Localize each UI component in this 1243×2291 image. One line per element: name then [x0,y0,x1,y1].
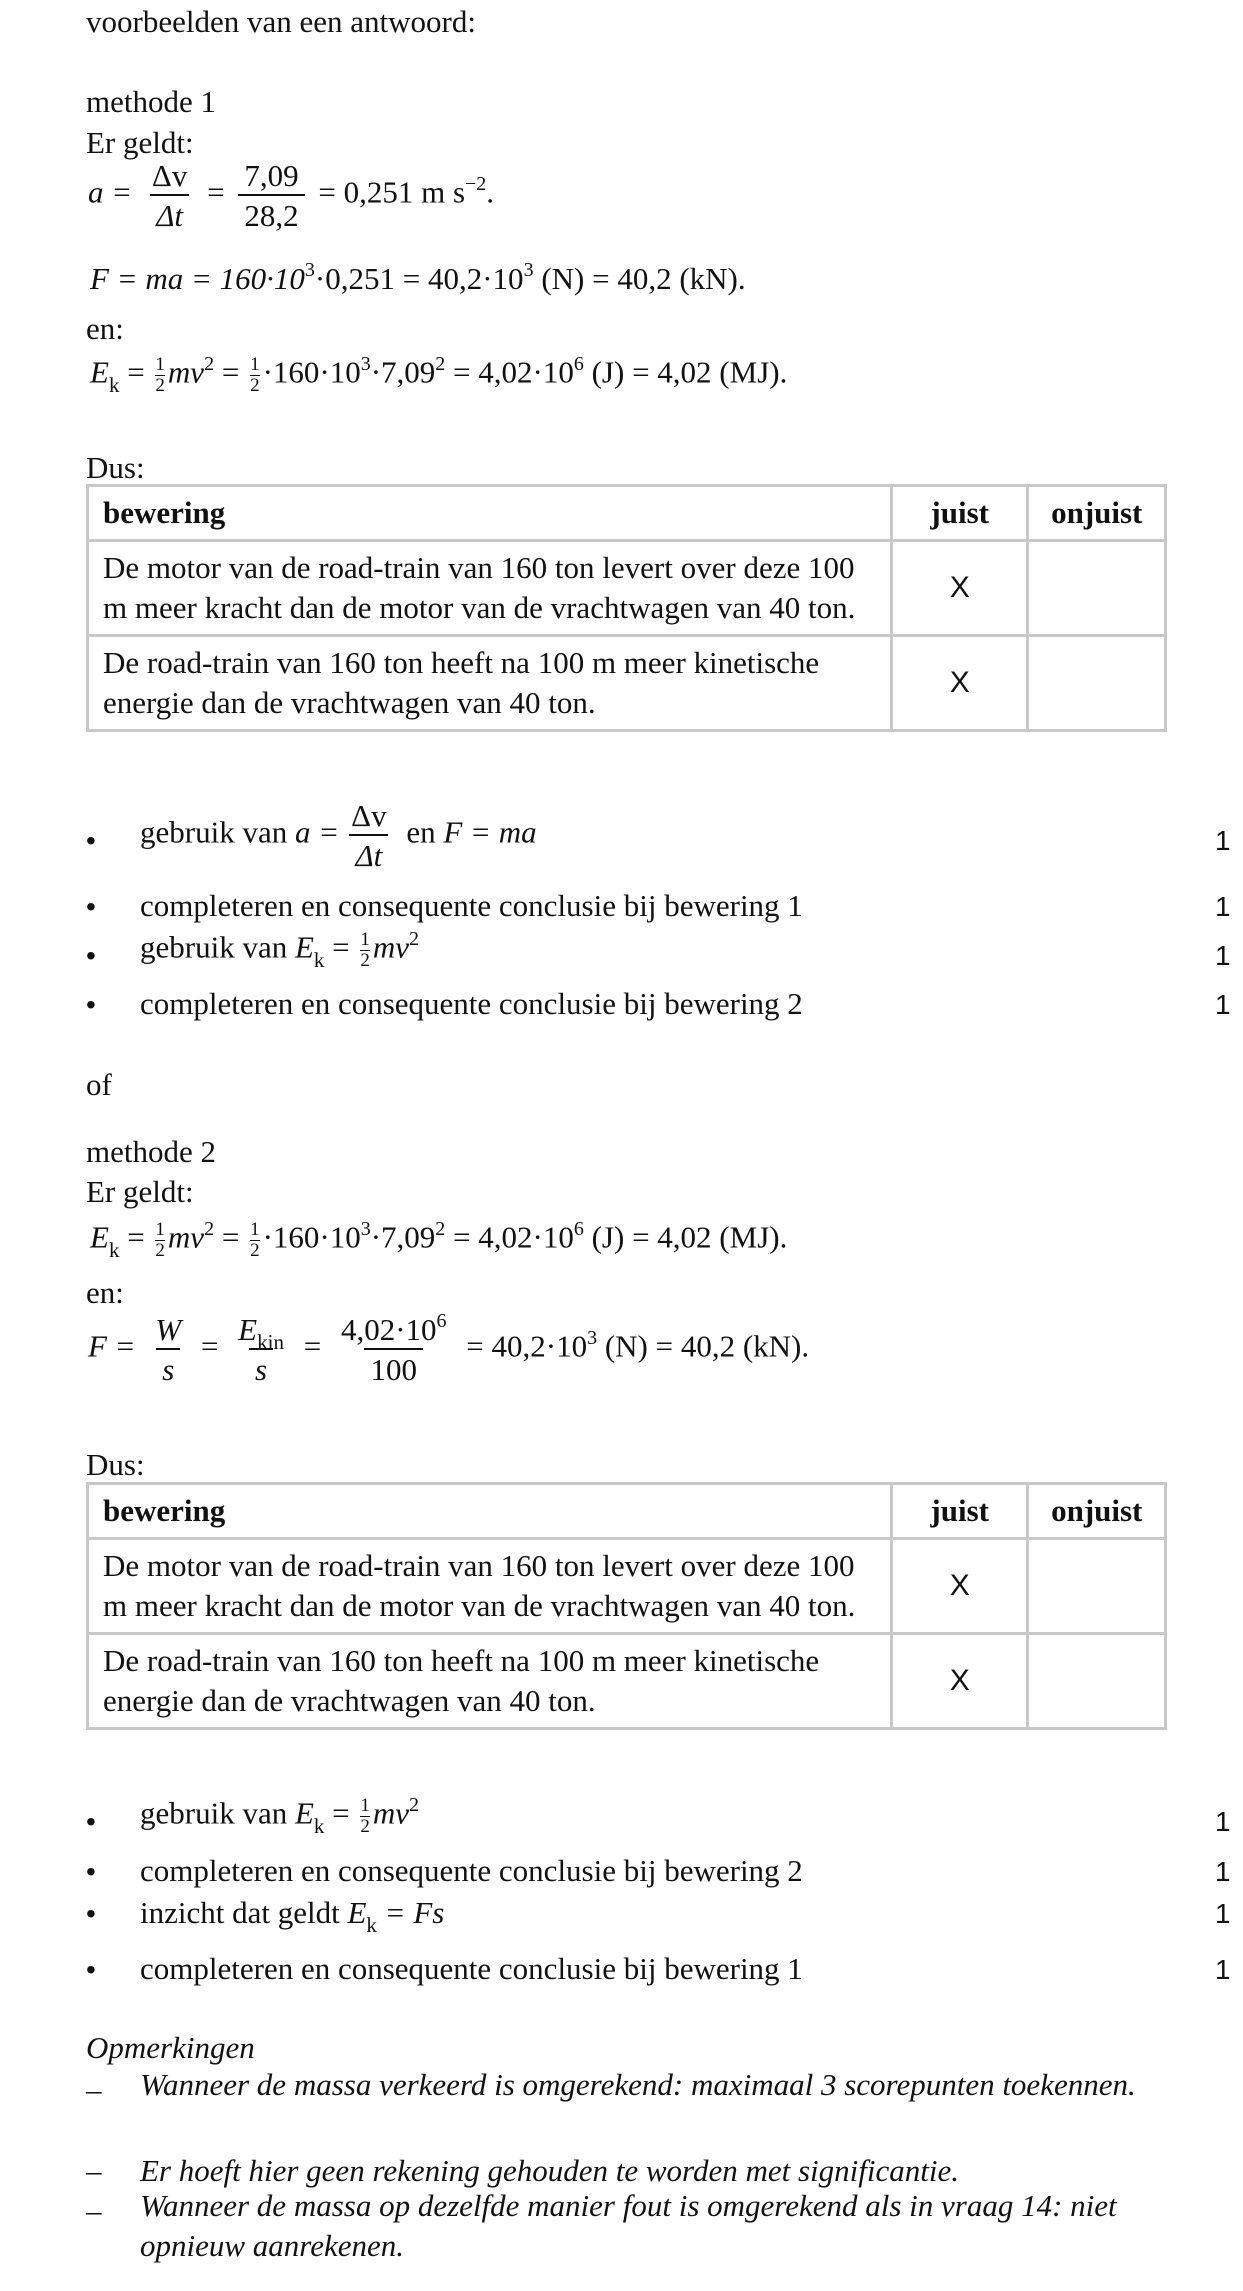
statement-table-1 [86,484,1167,732]
header-juist: juist [891,486,1028,541]
score-points: 1 [1215,1856,1231,1887]
scoring-item: completeren en consequente conclusie bij bewering 2 [140,986,803,1021]
scoring-item: inzicht dat geldt $E_k = Fs$ [140,1895,445,1937]
dash-icon: – [86,2153,102,2188]
juist-mark: X [891,1539,1028,1634]
intro-text: voorbeelden van een antwoord: [86,4,476,39]
score-points: 1 [1215,825,1231,856]
onjuist-mark [1028,636,1166,731]
header-bewering: bewering [88,1484,892,1539]
header-juist: juist [891,1484,1028,1539]
method2-er-geldt: Er geldt: [86,1174,194,1209]
remark-item: Wanneer de massa op dezelfde manier fout is omgerekend als in vraag 14: niet opnieuw aanrekenen. [140,2188,1117,2263]
remark-item: Er hoeft hier geen rekening gehouden te worden met significantie. [140,2153,960,2188]
juist-mark: X [891,1634,1028,1729]
method1-en: en: [86,311,124,346]
score-points: 1 [1215,940,1231,971]
onjuist-mark [1028,541,1166,636]
statement-text: De road-train van 160 ton heeft na 100 m meer kinetische energie dan de vrachtwagen van 40 ton. [88,636,892,731]
scoring-item: completeren en consequente conclusie bij bewering 2 [140,1853,803,1888]
bullet-icon: • [86,1856,96,1887]
score-points: 1 [1215,1954,1231,1985]
equation-force: F = ma = $160\cdot 10^3\cdot 0,251 = 40,2\cdot 10^3$ (N) = 40,2 (kN). [90,259,746,296]
table-row [88,541,1166,636]
header-onjuist: onjuist [1028,1484,1166,1539]
bullet-icon: • [86,891,96,922]
bullet-icon: • [86,989,96,1020]
table-row [88,636,1166,731]
header-onjuist: onjuist [1028,486,1166,541]
juist-mark: X [891,636,1028,731]
bullet-icon: • [86,940,96,971]
remarks-title: Opmerkingen [86,2030,255,2065]
statement-text: De motor van de road-train van 160 ton levert over deze 100 m meer kracht dan de motor van de vrachtwagen van 40 ton. [88,1539,892,1634]
scoring-item: completeren en consequente conclusie bij bewering 1 [140,888,803,923]
statement-text: De motor van de road-train van 160 ton levert over deze 100 m meer kracht dan de motor van de vrachtwagen van 40 ton. [88,541,892,636]
remark-item: Wanneer de massa verkeerd is omgerekend: maximaal 3 scorepunten toekennen. [140,2067,1136,2102]
table-row [88,1539,1166,1634]
method2-en: en: [86,1275,124,1310]
dash-icon: – [86,2072,102,2107]
scoring-item: gebruik van $E_k$ = $\frac{1}{2}$ $mv^2$ [140,927,420,972]
score-points: 1 [1215,1806,1231,1837]
of-text: of [86,1067,112,1102]
statement-table-2 [86,1482,1167,1730]
table-header-row [88,1484,1166,1539]
method2-title: methode 2 [86,1134,216,1169]
bullet-icon: • [86,1898,96,1929]
scoring-item: gebruik van a = $\frac{\Delta v}{\Delta t}$ en F = ma [140,798,537,873]
onjuist-mark [1028,1634,1166,1729]
equation-force-2: F = $\frac{W}{s}$ = $\frac{E_{kin}}{s}$ = $\frac{4,02\cdot 10^6}{100}$ = $40,2\cdot 10^3$ (N) = 40,2 (kN). [88,1310,810,1387]
dash-icon: – [86,2193,102,2228]
method1-er-geldt: Er geldt: [86,125,194,160]
score-points: 1 [1215,1898,1231,1929]
score-points: 1 [1215,989,1231,1020]
method2-dus: Dus: [86,1447,145,1482]
table-header-row [88,486,1166,541]
onjuist-mark [1028,1539,1166,1634]
scoring-item: gebruik van $E_k$ = $\frac{1}{2}$ $mv^2$ [140,1793,420,1838]
equation-kinetic-energy-2: $E_k$ = $\frac{1}{2}$ $mv^2$ = $\frac{1}{2}$ $\cdot 160\cdot 10^3\cdot 7,09^2 = 4,02\cdot 10^6$ (J) = 4,02 (MJ). [90,1217,788,1262]
equation-kinetic-energy: $E_k$ = $\frac{1}{2}$ $mv^2$ = $\frac{1}{2}$ $\cdot 160\cdot 10^3\cdot 7,09^2 = 4,02\cdot 10^6$ (J) = 4,02 (MJ). [90,352,788,397]
scoring-item: completeren en consequente conclusie bij bewering 1 [140,1951,803,1986]
bullet-icon: • [86,825,96,856]
bullet-icon: • [86,1806,96,1837]
score-points: 1 [1215,891,1231,922]
equation-acceleration: a = $\frac{\Delta v}{\Delta t}$ = $\frac{7,09}{28,2}$ = 0,251 m $s^{-2}$. [88,158,495,233]
table-row [88,1634,1166,1729]
statement-text: De road-train van 160 ton heeft na 100 m meer kinetische energie dan de vrachtwagen van 40 ton. [88,1634,892,1729]
header-bewering: bewering [88,486,892,541]
method1-title: methode 1 [86,84,216,119]
bullet-icon: • [86,1954,96,1985]
method1-dus: Dus: [86,450,145,485]
juist-mark: X [891,541,1028,636]
